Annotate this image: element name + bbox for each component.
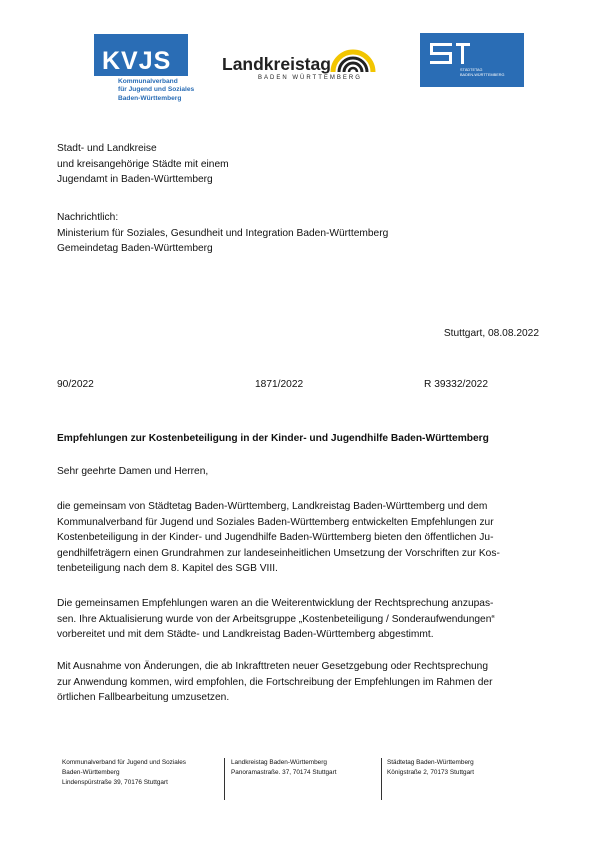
- body-line: gendhilfeträgern einen Grundrahmen zur landeseinheitlichen Umsetzung der Vorschriften zur Kos-: [57, 547, 500, 559]
- recipient-line: Jugendamt in Baden-Württemberg: [57, 174, 213, 185]
- footer-line: Baden-Württemberg: [62, 769, 120, 776]
- landkreistag-logo: [222, 34, 382, 84]
- kvjs-logo-text: [118, 78, 194, 103]
- landkreistag-logo-region: BADEN WÜRTTEMBERG: [258, 75, 362, 81]
- body-paragraph: [57, 499, 530, 577]
- footer-line: Königstraße 2, 70173 Stuttgart: [387, 769, 475, 776]
- staedtetag-logo: [420, 33, 524, 87]
- body-line: sen. Ihre Aktualisierung wurde von der Arbeitsgruppe „Kostenbeteiligung / Sonderaufwendungen“: [57, 613, 495, 625]
- staedtetag-logo-line: BADEN-WÜRTTEMBERG: [460, 72, 505, 77]
- recipient-line: Stadt- und Landkreise: [57, 143, 157, 154]
- reference-number: R 39332/2022: [424, 379, 489, 390]
- body-line: zur Anwendung kommen, wird empfohlen, die Fortschreibung der Empfehlungen im Rahmen der: [57, 676, 493, 688]
- cc-line: Ministerium für Soziales, Gesundheit und Integration Baden-Württemberg: [57, 227, 389, 239]
- cc-line: Nachrichtlich:: [57, 212, 119, 223]
- kvjs-logo-line: Kommunalverband: [118, 78, 178, 85]
- kvjs-logo: [94, 34, 204, 109]
- letter-subject: Empfehlungen zur Kostenbeteiligung in der Kinder- und Jugendhilfe Baden-Württemberg: [57, 433, 489, 444]
- body-line: Mit Ausnahme von Änderungen, die ab Inkrafttreten neuer Gesetzgebung oder Rechtsprechung: [57, 661, 488, 672]
- footer-line: Städtetag Baden-Württemberg: [387, 759, 474, 766]
- letter-date: Stuttgart, 08.08.2022: [443, 328, 539, 339]
- salutation: [57, 464, 208, 480]
- cc-block: [57, 210, 388, 257]
- body-paragraph: [57, 596, 530, 643]
- footer-line: Lindenspürstraße 39, 70176 Stuttgart: [62, 779, 168, 786]
- body-line: die gemeinsam von Städtetag Baden-Württemberg, Landkreistag Baden-Württemberg und dem: [57, 501, 488, 512]
- body-line: Die gemeinsamen Empfehlungen waren an die Weiterentwicklung der Rechtsprechung anzupas-: [57, 598, 494, 609]
- body-line: Kostenbeteiligung in der Kinder- und Jugendhilfe Baden-Württemberg bieten den öffentlichen Ju-: [57, 532, 494, 543]
- body-line: Kommunalverband für Jugend und Soziales Baden-Württemberg entwickelten Empfehlungen zur: [57, 516, 494, 528]
- body-line: örtlichen Fallbearbeitung umzusetzen.: [57, 692, 230, 703]
- footer-kvjs: [62, 758, 186, 788]
- footer-landkreistag: [231, 758, 337, 778]
- kvjs-logo-letters: KVJS: [102, 47, 172, 75]
- footer-line: Kommunalverband für Jugend und Soziales: [62, 759, 186, 766]
- footer-staedtetag: [387, 758, 474, 778]
- recipient-address: [57, 141, 229, 188]
- body-paragraph: [57, 659, 530, 706]
- staedtetag-logo-line: STÄDTETAG: [460, 68, 483, 72]
- footer-divider: [224, 758, 225, 800]
- body-line: tenbeteiligung nach dem 8. Kapitel des SGB VIII.: [57, 563, 278, 574]
- reference-number: 90/2022: [57, 379, 94, 390]
- footer-line: Panoramastraße. 37, 70174 Stuttgart: [231, 769, 337, 776]
- footer-divider: [381, 758, 382, 800]
- reference-number: 1871/2022: [255, 379, 304, 390]
- staedtetag-logo-text: [460, 68, 504, 77]
- staedtetag-mark-icon: [430, 41, 470, 67]
- body-line: vorbereitet und mit dem Städte- und Landkreistag Baden-Württemberg abgestimmt.: [57, 629, 434, 640]
- footer-line: Landkreistag Baden-Württemberg: [231, 759, 327, 766]
- recipient-line: und kreisangehörige Städte mit einem: [57, 158, 229, 170]
- kvjs-logo-line: für Jugend und Soziales: [118, 86, 195, 94]
- cc-line: Gemeindetag Baden-Württemberg: [57, 243, 213, 254]
- kvjs-logo-line: Baden-Württemberg: [118, 94, 182, 102]
- landkreistag-logo-name: Landkreistag: [222, 54, 331, 74]
- salutation-text: Sehr geehrte Damen und Herren,: [57, 466, 209, 477]
- landkreistag-arcs-icon: [330, 34, 376, 74]
